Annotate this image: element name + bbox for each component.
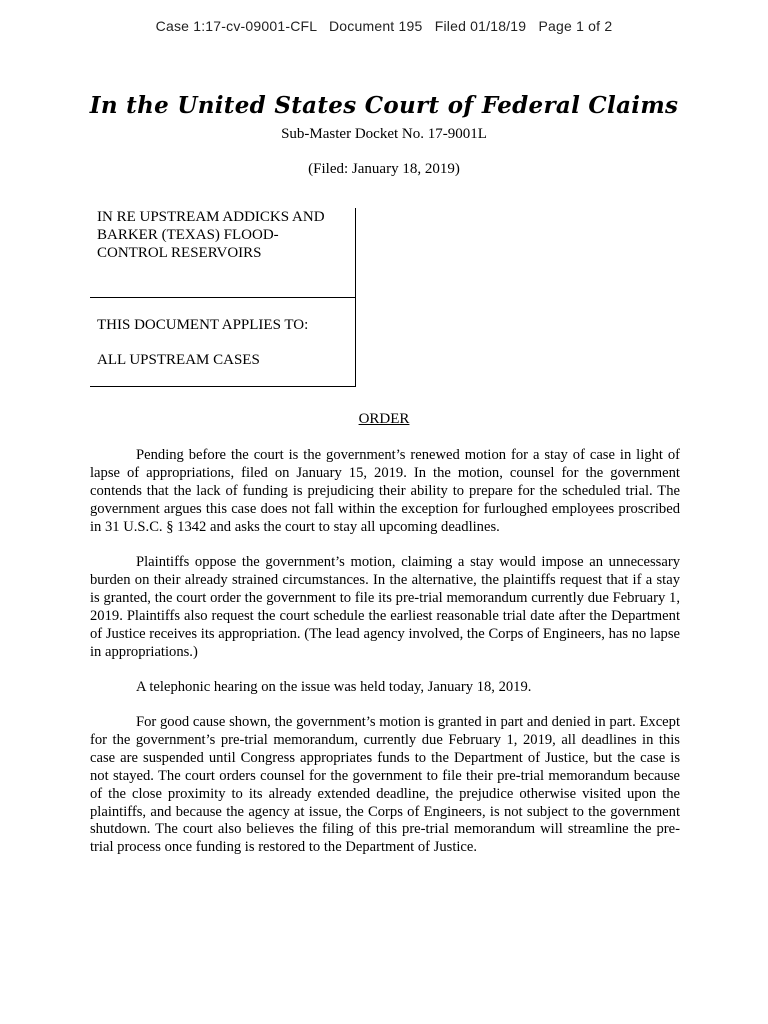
applies-to-cases: ALL UPSTREAM CASES	[97, 352, 260, 368]
case-header: Case 1:17-cv-09001-CFL Document 195 Filed 01/18/19 Page 1 of 2	[155, 18, 613, 34]
court-title: In the United States Court of Federal Claims	[89, 92, 679, 119]
order-paragraph-1	[90, 447, 680, 537]
paragraph-text: Plaintiffs oppose the government’s motion, claiming a stay would impose an unnecessary burden on their already strained circumstances. In the alternative, the plaintiffs request that if a stay is granted, the court order the government to file its pre-trial memorandum currently due February 1, 2019. Plaintiffs also request the court schedule the earliest reasonable trial date after the Department of Justice receives its appropriation. (The lead agency involved, the Corps of Engineers, has no lapse in appropriations.)	[90, 554, 680, 660]
docket-number: Sub-Master Docket No. 17-9001L	[281, 126, 487, 142]
order-paragraph-2	[90, 554, 680, 661]
filed-date: (Filed: January 18, 2019)	[308, 161, 460, 177]
paragraph-text: A telephonic hearing on the issue was held today, January 18, 2019.	[136, 679, 532, 695]
case-name: IN RE UPSTREAM ADDICKS AND BARKER (TEXAS) FLOOD-CONTROL RESERVOIRS	[97, 209, 325, 261]
order-paragraph-4	[90, 714, 680, 857]
order-heading: ORDER	[358, 411, 410, 427]
paragraph-text: Pending before the court is the government’s renewed motion for a stay of case in light of lapse of appropriations, filed on January 15, 2019. In the motion, counsel for the government contends that the lack of funding is prejudicing their ability to prepare for the scheduled trial. The government argues this case does not fall within the exception for furloughed employees proscribed in 31 U.S.C. § 1342 and asks the court to stay all upcoming deadlines.	[90, 447, 680, 535]
caption-divider	[90, 297, 356, 298]
paragraph-text: For good cause shown, the government’s motion is granted in part and denied in part. Except for the government’s pre-trial memorandum, currently due February 1, 2019, all deadlines in this case are suspended until Congress appropriates funds to the Department of Justice, but the case is not stayed. The court orders counsel for the government to file their pre-trial memorandum because of the close proximity to its already extended deadline, the prejudice otherwise visited upon the plaintiffs, and because the agency at issue, the Corps of Engineers, is not subject to the government shutdown. The court also believes the filing of this pre-trial memorandum will streamline the pre-trial process once funding is restored to the Department of Justice.	[90, 714, 680, 856]
order-paragraph-3	[90, 679, 680, 697]
caption-bottom-rule	[90, 386, 356, 387]
case-caption	[90, 208, 356, 387]
applies-to-label: THIS DOCUMENT APPLIES TO:	[97, 317, 309, 333]
